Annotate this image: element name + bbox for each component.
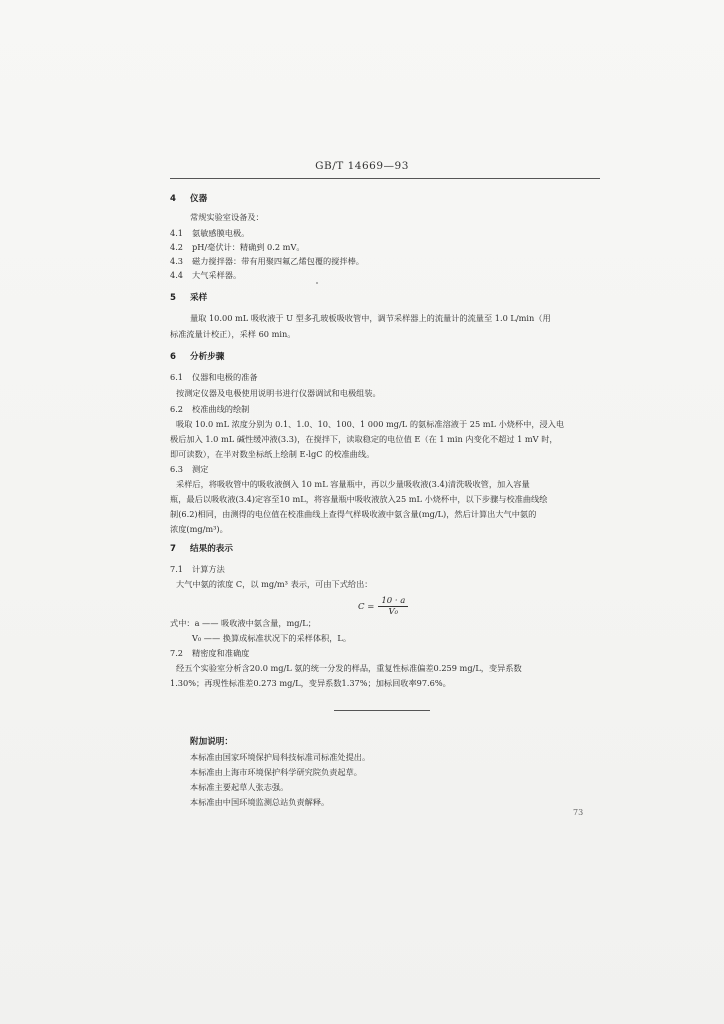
appendix-line: 本标准由国家环境保护局科技标准司标准处提出。 <box>190 752 371 762</box>
subsection-6-2-heading: 6.2 校准曲线的绘制 <box>170 404 250 414</box>
concentration-formula: C = $\frac{10 \cdot a}{\text{V₀}}$ <box>358 596 408 617</box>
appendix-line: 本标准由上海市环境保护科学研究院负责起草。 <box>190 767 362 777</box>
section-6-heading: 6 分析步骤 <box>170 352 225 362</box>
subsection-6-1-text: 按测定仪器及电极使用说明书进行仪器调试和电极组装。 <box>176 388 381 398</box>
subsection-6-2-line3: 即可读数），在半对数坐标纸上绘制 E-lgC 的校准曲线。 <box>170 449 375 459</box>
appendix-line: 本标准主要起草人张志强。 <box>190 782 289 792</box>
section-5-heading: 5 采样 <box>170 293 208 303</box>
formula-where-v: V₀ —— 换算成标准状况下的采样体积，L。 <box>192 633 352 643</box>
section-5-text-line1: 量取 10.00 mL 吸收液于 U 型多孔玻板吸收管中，调节采样器上的流量计的流量至 1.0 L/min（用 <box>190 313 551 323</box>
item-4-2: 4.2 pH/毫伏计：精确到 0.2 mV。 <box>170 242 305 252</box>
subsection-6-3-heading: 6.3 测定 <box>170 464 209 474</box>
appendix-title: 附加说明： <box>190 737 233 747</box>
subsection-6-3-line2: 瓶，最后以吸收液(3.4)定容至10 mL，将容量瓶中吸收液放入25 mL 小烧杯中，以下步骤与校准曲线绘 <box>170 494 548 504</box>
subsection-6-1-heading: 6.1 仪器和电极的准备 <box>170 372 258 382</box>
section-5-text-line2: 标准流量计校正），采样 60 min。 <box>170 329 296 339</box>
subsection-7-1-heading: 7.1 计算方法 <box>170 564 225 574</box>
scan-speck <box>316 282 318 284</box>
subsection-6-3-line1: 采样后，将吸收管中的吸收液倒入 10 mL 容量瓶中，再以少量吸收液(3.4)清洗吸收管，加入容量 <box>176 479 530 489</box>
subsection-6-3-line4: 浓度(mg/m³)。 <box>170 524 228 534</box>
subsection-7-2-heading: 7.2 精密度和准确度 <box>170 648 250 658</box>
header-rule <box>170 178 600 179</box>
formula-fraction: $\frac{10 \cdot a}{\text{V₀}}$ <box>378 596 408 617</box>
formula-where-a: 式中：a —— 吸收液中氨含量，mg/L； <box>170 618 316 628</box>
page-number: 73 <box>573 808 584 817</box>
subsection-6-2-line1: 吸取 10.0 mL 浓度分别为 0.1、1.0、10、100、1 000 mg/L 的氨标准溶液于 25 mL 小烧杯中，浸入电 <box>176 419 565 429</box>
item-4-1: 4.1 氨敏感膜电极。 <box>170 228 250 238</box>
standard-code-header: GB/T 14669—93 <box>315 160 409 172</box>
subsection-7-2-line1: 经五个实验室分析含20.0 mg/L 氨的统一分发的样品，重复性标准偏差0.259 mg/L，变异系数 <box>176 663 522 673</box>
subsection-7-1-text: 大气中氨的浓度 C，以 mg/m³ 表示，可由下式给出： <box>176 579 373 589</box>
subsection-7-2-line2: 1.30%；再现性标准差0.273 mg/L，变异系数1.37%；加标回收率97.6%。 <box>170 678 451 688</box>
item-4-4: 4.4 大气采样器。 <box>170 270 242 280</box>
section-4-intro: 常规实验室设备及： <box>190 212 264 222</box>
section-divider <box>334 710 430 711</box>
subsection-6-2-line2: 极后加入 1.0 mL 碱性缓冲液(3.3)，在搅拌下，读取稳定的电位值 E（在 1 min 内变化不超过 1 mV 时， <box>170 434 558 444</box>
item-4-3: 4.3 磁力搅拌器：带有用聚四氟乙烯包覆的搅拌棒。 <box>170 256 364 266</box>
appendix-line: 本标准由中国环境监测总站负责解释。 <box>190 797 330 807</box>
section-4-heading: 4 仪器 <box>170 194 208 204</box>
subsection-6-3-line3: 制(6.2)相同，由测得的电位值在校准曲线上查得气样吸收液中氨含量(mg/L)，然后计算出大气中氨的 <box>170 509 537 519</box>
section-7-heading: 7 结果的表示 <box>170 544 233 554</box>
